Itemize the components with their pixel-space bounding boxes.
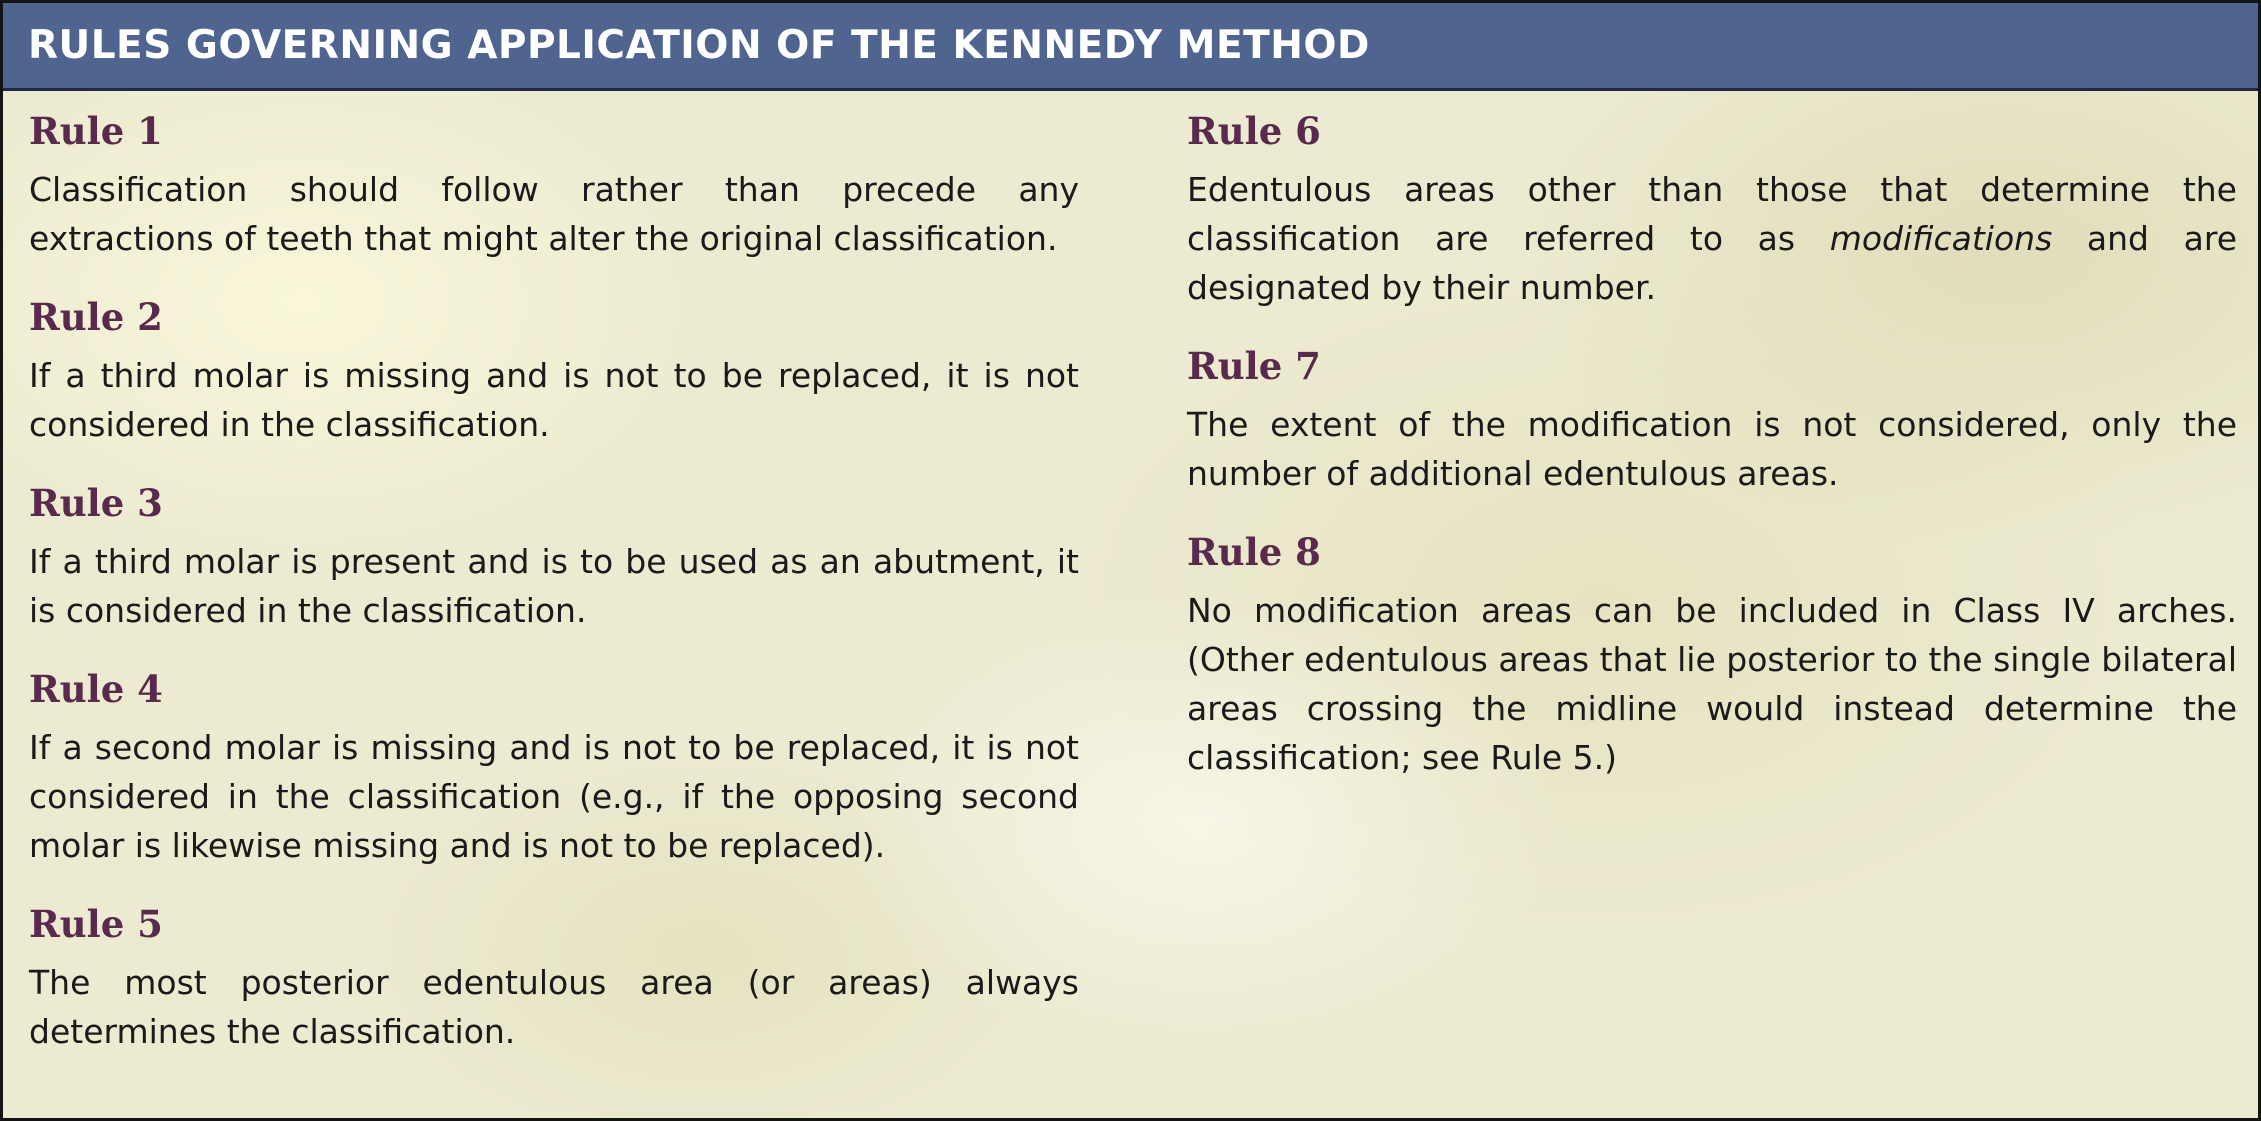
left-column: [29, 103, 1079, 1082]
rule-1-text: Classification should follow rather than precede any extractions of teeth that might alter the original classification.: [29, 170, 1079, 258]
rule-4-title: Rule 4: [29, 667, 163, 711]
rule-6-title: Rule 6: [1187, 109, 1321, 153]
rule-8-title: Rule 8: [1187, 530, 1321, 574]
page-title: RULES GOVERNING APPLICATION OF THE KENNEDY METHOD: [28, 23, 1370, 68]
rule-6: [1187, 103, 2237, 312]
rule-7: [1187, 338, 2237, 498]
rule-2-text: If a third molar is missing and is not to be replaced, it is not considered in the classification.: [29, 356, 1079, 444]
rule-8-text: No modification areas can be included in Class IV arches. (Other edentulous areas that lie posterior to the single bilateral areas crossing the midline would instead determine the classification; see Rule 5.): [1187, 591, 2237, 777]
rule-6-text-before: Edentulous areas other than those that determine the classification are referred to as: [1187, 170, 2237, 258]
rule-3-title: Rule 3: [29, 481, 163, 525]
rule-4-text: If a second molar is missing and is not to be replaced, it is not considered in the classification (e.g., if the opposing second molar is likewise missing and is not to be replaced).: [29, 728, 1079, 865]
rule-3: [29, 475, 1079, 635]
rule-7-title: Rule 7: [1187, 344, 1321, 388]
rule-6-text-emphasis: modifications: [1829, 219, 2053, 258]
rule-5-text: The most posterior edentulous area (or areas) always determines the classification.: [29, 963, 1079, 1051]
rule-1-title: Rule 1: [29, 109, 163, 153]
rule-6-text: [1187, 165, 2237, 312]
rule-8: [1187, 524, 2237, 782]
right-column: [1187, 103, 2237, 808]
rule-2-title: Rule 2: [29, 295, 163, 339]
rule-7-text: The extent of the modification is not considered, only the number of additional edentulous areas.: [1187, 405, 2237, 493]
rule-2: [29, 289, 1079, 449]
rule-5-title: Rule 5: [29, 902, 163, 946]
rule-5: [29, 896, 1079, 1056]
rule-1: [29, 103, 1079, 263]
rule-6-text-after: and are designated by their number.: [1187, 219, 2237, 307]
rule-4: [29, 661, 1079, 870]
rule-3-text: If a third molar is present and is to be used as an abutment, it is considered in the classification.: [29, 542, 1079, 630]
header-bar: [3, 3, 2258, 91]
